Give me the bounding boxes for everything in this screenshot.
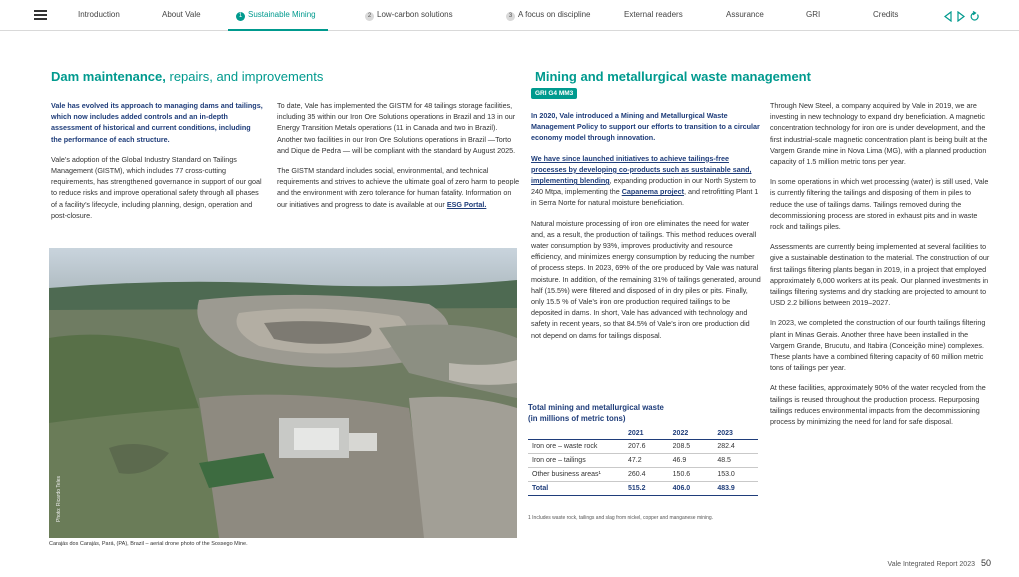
waste-paragraph: In 2023, we completed the construction of our fourth tailings filtering plant in Minas Gerais. Another three have been installed in the Vargem Grande, Brucutu, and Itabira (Conceição mine) complexes. These plants have a combined filtering capacity of 60 million metric tons of tailings per year.	[770, 318, 986, 373]
menu-icon[interactable]	[34, 10, 47, 20]
top-navigation	[0, 0, 1019, 31]
table-row: Iron ore – waste rock 207.6 208.5 282.4	[528, 440, 758, 454]
waste-lead-paragraph: In 2020, Vale introduced a Mining and Metallurgical Waste Management Policy to support our efforts to transition to a circular economy model through innovation.	[531, 111, 760, 143]
nav-gri[interactable]: GRI	[806, 10, 821, 19]
page-footer	[888, 558, 991, 568]
table-header-row: 2021 2022 2023	[528, 428, 758, 440]
page-number: 50	[980, 558, 991, 568]
nav-external-readers[interactable]: External readers	[624, 10, 683, 19]
waste-paragraph: Natural moisture processing of iron ore eliminates the need for water and, as a result, the production of tailings. This method reduces overall water consumption by 93%, improves productivity and resource efficiency, and minimizes energy consumption by reducing the number of process steps. In 2023, 69% of the ore produced by Vale was natural moisture. In addition, of the remaining 31% of tailings generated, around half (15.5%) were filtered and disposed of in dry piles or pits. Finally, only 15.5 % of Vale’s iron ore production required tailings to be deposited in dams. In short, Vale has advanced with technology and safety in recent years, so that 84.5% of Vale’s iron ore production did not depend on dams for tailings disposal.	[531, 218, 761, 340]
dam-paragraph: Vale’s adoption of the Global Industry Standard on Tailings Management (GISTM), which includes 77 cross-cutting requirements, has strengthened governance in support of our goal to reduce risks and improve operational safety through all phases of a facility’s lifecycle, including planning, design, operation and post-closure.	[51, 154, 262, 220]
photo-caption: Carajás dos Carajás, Pará, (PA), Brazil – aerial drone photo of the Sossego Mine.	[49, 541, 248, 547]
waste-column-2	[770, 100, 990, 436]
table-row: Iron ore – tailings 47.2 46.9 48.5	[528, 454, 758, 468]
dam-paragraph: The GISTM standard includes social, environmental, and technical requirements and strives to achieve the ultimate goal of zero harm to people and the environment with zero tolerance for human fatality. Information on our initiatives and progress to date is available at our ESG Portal.	[277, 166, 520, 209]
table-row: Other business areas¹ 260.4 150.6 153.0	[528, 468, 758, 482]
nav-focus-on-discipline[interactable]: 3 A focus on discipline	[506, 10, 591, 21]
waste-paragraph: At these facilities, approximately 90% of the water recycled from the tailings is reused throughout the production process. Repurposing tailings reduces environmental impacts from the decommissioning process by minimizing the need for land for safe disposal.	[770, 383, 986, 427]
esg-portal-link[interactable]: ESG Portal.	[446, 199, 487, 209]
nav-assurance[interactable]: Assurance	[726, 10, 764, 19]
section-heading-waste-management: Mining and metallurgical waste management	[535, 69, 811, 84]
tailings-free-link[interactable]: We have since launched initiatives to achieve tailings-free processes by developing co-products such as sustainable sand, implementing blending	[531, 153, 752, 186]
waste-column-1	[531, 110, 761, 350]
waste-table	[528, 428, 758, 496]
dam-column-1	[51, 100, 263, 230]
nav-sustainable-mining[interactable]: 1 Sustainable Mining	[236, 10, 316, 21]
report-name: Vale Integrated Report 2023	[887, 561, 975, 568]
active-tab-indicator	[228, 29, 328, 31]
aerial-mine-photo	[49, 248, 517, 538]
table-title: Total mining and metallurgical waste (in millions of metric tons)	[528, 403, 664, 423]
waste-paragraph: In some operations in which wet processing (water) is still used, Vale is currently filtering the tailings and disposing of them in piles to reduce the use of tailings dams. Tailings removed during the decommissioning process are stored in exhaust pits and in waste rock and tailings piles.	[770, 177, 989, 232]
section-heading-dam-maintenance: Dam maintenance, repairs, and improvements	[51, 69, 324, 84]
nav-credits[interactable]: Credits	[873, 10, 899, 19]
next-page-icon[interactable]	[955, 9, 966, 20]
waste-paragraph: Through New Steel, a company acquired by Vale in 2019, we are investing in new technology to expand dry beneficiation. A magnetic concentration technology for iron ore is under development, and the first industrial-scale magnetic concentration plant is being built at the Vargem Grande mine in Nova Lima (MG), with a planned production capacity of 1.5 million metric tons per year.	[770, 101, 988, 167]
photo-credit: Photo: Ricardo Teles	[56, 475, 62, 522]
waste-paragraph: Assessments are currently being implemented at several facilities to give a sustainable destination to the material. The construction of our first tailings filtering plants began in 2019, in a project that employed approximately 6,000 workers at its peak. Our planned investments in tailings filtering systems and dry stacking are projected to amount to USD 2.2 billions between 2019–2027.	[770, 242, 990, 308]
back-return-icon[interactable]	[969, 9, 980, 20]
dam-column-2	[277, 100, 520, 219]
dam-paragraph: To date, Vale has implemented the GISTM for 48 tailings storage facilities, including 35 within our Iron Ore Solutions operations in Brazil and 13 in our Energy Transition Metals operations (11 in Canada and two in Brazil). Another two facilities in our Iron Ore Solutions operations in Brazil —Torto and Dique de Pedra — will be compliant with the standard by August 2025.	[277, 101, 516, 155]
nav-about-vale[interactable]: About Vale	[162, 10, 201, 19]
previous-page-icon[interactable]	[943, 9, 954, 20]
gri-tag-badge: GRI G4 MM3	[531, 88, 577, 99]
nav-introduction[interactable]: Introduction	[78, 10, 120, 19]
waste-paragraph: We have since launched initiatives to achieve tailings-free processes by developing co-products such as sustainable sand, implementing blending, expanding production in our North System to 240 Mtpa, implementing the Capanema project, and retrofitting Plant 1 in Serra Norte for natural moisture beneficiation.	[531, 153, 759, 208]
table-total-row: Total 515.2 406.0 483.9	[528, 482, 758, 496]
dam-lead-paragraph: Vale has evolved its approach to managing dams and tailings, which now includes added controls and an in-depth assessment of historical and current conditions, including the performance of each structure.	[51, 101, 263, 144]
capanema-project-link[interactable]: Capanema project	[621, 187, 685, 197]
nav-low-carbon-solutions[interactable]: 2 Low-carbon solutions	[365, 10, 453, 21]
table-footnote: 1 Includes waste rock, tailings and slag from nickel, copper and manganese mining.	[528, 515, 714, 521]
